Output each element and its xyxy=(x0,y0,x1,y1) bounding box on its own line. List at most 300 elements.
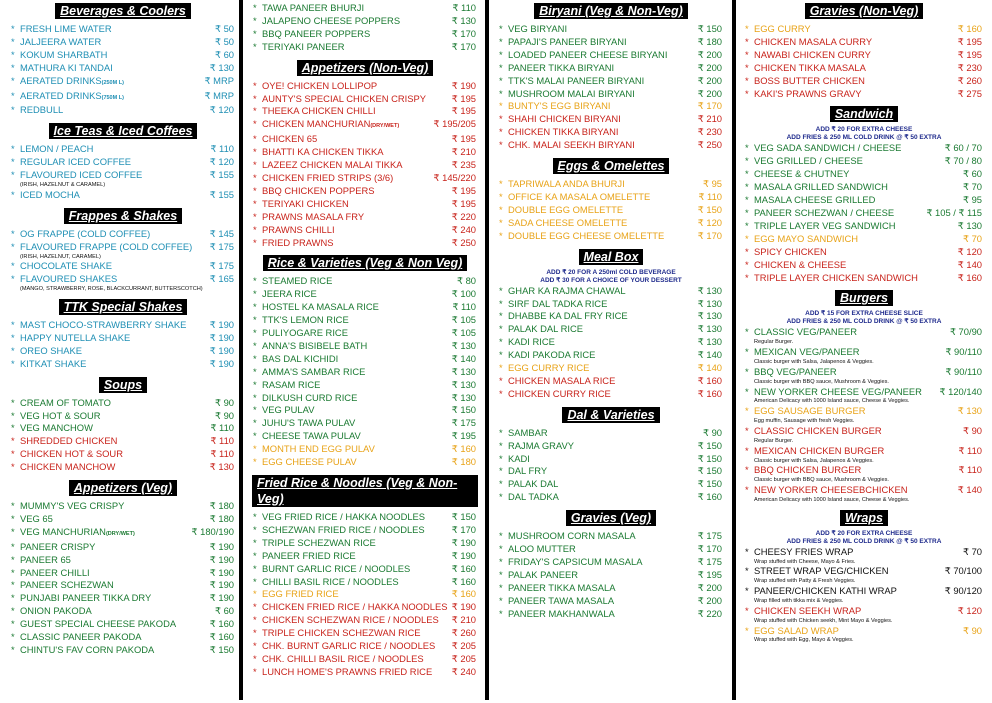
bullet-icon: * xyxy=(745,168,749,180)
bullet-icon: * xyxy=(253,327,257,339)
item-name: CHOCOLATE SHAKE xyxy=(20,260,113,272)
item-name: BBQ CHICKEN BURGER xyxy=(754,464,862,476)
item-price: ₹ 70 xyxy=(963,232,982,244)
menu-item xyxy=(10,23,236,36)
bullet-icon: * xyxy=(745,61,749,73)
bullet-icon: * xyxy=(11,566,15,578)
section-note: ADD FRIES & 250 ML COLD DRINK @ ₹ 50 EXTRA xyxy=(786,537,942,545)
item-price: ₹ 190 xyxy=(209,540,234,552)
bullet-icon: * xyxy=(11,169,15,181)
item-name: CHEESE & CHUTNEY xyxy=(754,168,850,180)
item-name: KAKI'S PRAWNS GRAVY xyxy=(754,87,862,99)
item-description: Wrap stuffed with Chicken seekh, Mint Mayo & Veggies. xyxy=(754,617,893,624)
bullet-icon: * xyxy=(11,143,15,155)
menu-item xyxy=(252,576,478,589)
bullet-icon: * xyxy=(745,219,749,231)
section-note: ADD FRIES & 250 ML COLD DRINK @ ₹ 50 EXTRA xyxy=(786,134,942,142)
bullet-icon: * xyxy=(11,61,15,73)
section-title: Appetizers (Non-Veg) xyxy=(297,60,434,76)
menu-item xyxy=(498,88,724,101)
item-price: ₹ 195/205 xyxy=(433,118,476,130)
menu-section-sandwich xyxy=(744,106,984,284)
menu-item xyxy=(498,453,724,466)
item-price: ₹ 110 xyxy=(210,422,234,434)
menu-item xyxy=(252,614,478,627)
menu-item xyxy=(498,336,724,349)
item-price: ₹ 250 xyxy=(451,236,476,248)
item-price: ₹ 130 xyxy=(451,14,476,26)
bullet-icon: * xyxy=(11,23,15,34)
bullet-icon: * xyxy=(499,74,503,86)
bullet-icon: * xyxy=(499,35,503,47)
menu-item xyxy=(10,461,236,474)
item-price: ₹ 200 xyxy=(697,87,722,99)
item-price: ₹ 150 xyxy=(451,511,476,522)
item-name: CLASSIC VEG/PANEER xyxy=(754,326,857,338)
menu-item xyxy=(252,653,478,666)
item-price: ₹ 200 xyxy=(697,74,722,86)
menu-item xyxy=(252,550,478,563)
item-price: ₹ 50 xyxy=(215,35,234,47)
item-name: PANEER MAKHANWALA xyxy=(508,607,615,619)
menu-item xyxy=(498,530,724,543)
item-price: ₹ 205 xyxy=(451,652,476,664)
item-name: PANEER TIKKA MASALA xyxy=(508,581,616,593)
bullet-icon: * xyxy=(253,652,257,664)
item-description: Classic burger with Salsa, Jalapenos & Veggies. xyxy=(754,457,874,464)
item-name: LAZEEZ CHICKEN MALAI TIKKA xyxy=(262,159,403,171)
menu-item xyxy=(10,644,236,657)
item-price: ₹ 195 xyxy=(957,35,982,47)
bullet-icon: * xyxy=(499,362,503,374)
bullet-icon: * xyxy=(253,118,257,130)
item-price: ₹ 195 xyxy=(697,568,722,580)
item-price: ₹ 120 xyxy=(209,156,234,168)
item-name: STEAMED RICE xyxy=(262,275,333,287)
item-name: OYE! CHICKEN LOLLIPOP xyxy=(262,79,378,91)
item-name: BAS DAL KICHIDI xyxy=(262,352,339,364)
item-name: VEG BIRYANI xyxy=(508,23,568,34)
item-name: CREAM OF TOMATO xyxy=(20,396,111,408)
menu-section-biryani-veg-non-veg xyxy=(498,3,724,152)
menu-item xyxy=(498,440,724,453)
section-title: Beverages & Coolers xyxy=(55,3,191,19)
bullet-icon: * xyxy=(499,323,503,335)
menu-item xyxy=(252,340,478,353)
menu-item xyxy=(498,204,724,217)
bullet-icon: * xyxy=(11,156,15,168)
item-name: CHEESE TAWA PULAV xyxy=(262,430,361,442)
item-name: PAPAJI'S PANEER BIRYANI xyxy=(508,35,627,47)
bullet-icon: * xyxy=(253,2,257,13)
item-price: ₹ 140 xyxy=(697,362,722,374)
item-price: ₹ 190 xyxy=(451,549,476,561)
menu-item xyxy=(744,565,984,578)
menu-item xyxy=(252,15,478,28)
bullet-icon: * xyxy=(253,133,257,145)
menu-column-4 xyxy=(744,3,984,703)
section-title: Sandwich xyxy=(830,106,898,122)
item-price: ₹ 110 xyxy=(210,448,234,460)
item-name: BBQ CHICKEN POPPERS xyxy=(262,184,375,196)
bullet-icon: * xyxy=(745,365,749,377)
item-name: PANEER FRIED RICE xyxy=(262,549,356,561)
item-name: DILKUSH CURD RICE xyxy=(262,391,358,403)
bullet-icon: * xyxy=(745,87,749,99)
menu-item xyxy=(252,198,478,211)
menu-section-ttk-special-shakes xyxy=(10,299,236,371)
menu-item xyxy=(498,230,724,243)
item-name: TTK'S MALAI PANEER BIRYANI xyxy=(508,74,645,86)
item-name: KADI xyxy=(508,452,530,464)
section-note: ADD ₹ 15 FOR EXTRA CHEESE SLICE xyxy=(805,310,923,318)
bullet-icon: * xyxy=(11,644,15,656)
item-price: ₹ 180 xyxy=(209,512,234,524)
item-name: JALAPENO CHEESE POPPERS xyxy=(262,14,401,26)
bullet-icon: * xyxy=(253,640,257,652)
menu-section-burgers xyxy=(744,290,984,503)
bullet-icon: * xyxy=(253,601,257,613)
bullet-icon: * xyxy=(11,618,15,630)
menu-item xyxy=(252,2,478,15)
item-name: JALJEERA WATER xyxy=(20,35,102,47)
bullet-icon: * xyxy=(253,588,257,600)
item-name: HOSTEL KA MASALA RICE xyxy=(262,301,379,313)
item-description: Wrap stuffed with Egg, Mayo & Veggies. xyxy=(754,637,854,644)
item-name: PANEER CRISPY xyxy=(20,540,96,552)
item-name: CHICKEN MANCHOW xyxy=(20,461,116,473)
item-price: ₹ 190 xyxy=(451,79,476,91)
item-name: DAL TADKA xyxy=(508,491,559,503)
item-price: ₹ 160 xyxy=(451,588,476,600)
bullet-icon: * xyxy=(11,227,15,239)
item-price: ₹ 140 xyxy=(957,258,982,270)
item-description: Classic burger with Salsa, Jalapenos & Veggies. xyxy=(754,359,874,366)
bullet-icon: * xyxy=(499,491,503,503)
menu-section-wraps xyxy=(744,510,984,645)
menu-item xyxy=(498,75,724,88)
bullet-icon: * xyxy=(253,391,257,403)
item-price: ₹ 70/100 xyxy=(944,565,982,577)
item-name: CHK. CHILLI BASIL RICE / NOODLES xyxy=(262,652,424,664)
item-name: CHICKEN MASALA CURRY xyxy=(754,35,873,47)
bullet-icon: * xyxy=(499,284,503,296)
column-divider xyxy=(485,0,489,700)
bullet-icon: * xyxy=(253,92,257,104)
section-note: ADD ₹ 20 FOR EXTRA CHEESE xyxy=(815,126,913,134)
menu-item xyxy=(10,513,236,526)
menu-item xyxy=(252,524,478,537)
bullet-icon: * xyxy=(11,422,15,434)
item-price: ₹ 190 xyxy=(209,357,234,369)
item-price: ₹ 160 xyxy=(451,575,476,587)
menu-item xyxy=(252,640,478,653)
item-price: ₹ 190 xyxy=(209,553,234,565)
item-price: ₹ 70 xyxy=(963,545,982,557)
item-name: BHATTI KA CHICKEN TIKKA xyxy=(262,146,384,158)
bullet-icon: * xyxy=(745,271,749,283)
menu-item xyxy=(252,588,478,601)
item-name: BUNTY'S EGG BIRYANI xyxy=(508,100,611,112)
item-price: ₹ 195 xyxy=(451,105,476,117)
item-name: FRIDAY'S CAPSICUM MASALA xyxy=(508,556,643,567)
menu-item xyxy=(252,105,478,118)
bullet-icon: * xyxy=(253,614,257,626)
menu-item xyxy=(252,366,478,379)
menu-item xyxy=(252,327,478,340)
item-price: ₹ 130 xyxy=(697,336,722,348)
item-name: MUMMY'S VEG CRISPY xyxy=(20,500,125,512)
item-price: ₹ 130 xyxy=(957,219,982,231)
bullet-icon: * xyxy=(499,229,503,241)
bullet-icon: * xyxy=(11,409,15,421)
item-name: TRIPLE LAYER VEG SANDWICH xyxy=(754,219,896,231)
bullet-icon: * xyxy=(253,105,257,117)
item-name: DAL FRY xyxy=(508,465,548,477)
item-price: ₹ 90 xyxy=(703,426,722,438)
item-name: ONION PAKODA xyxy=(20,605,92,617)
item-name: AERATED DRINKS xyxy=(20,89,102,101)
section-note: ADD ₹ 20 FOR EXTRA CHEESE xyxy=(815,529,913,537)
item-price: ₹ 140 xyxy=(697,349,722,361)
menu-item xyxy=(498,139,724,152)
item-name: CHICKEN FRIED STRIPS (3/6) xyxy=(262,171,394,183)
menu-item xyxy=(744,62,984,75)
item-name: EGG CURRY RICE xyxy=(508,362,590,374)
bullet-icon: * xyxy=(745,23,749,34)
item-price: ₹ 150 xyxy=(697,439,722,451)
item-name: CLASSIC CHICKEN BURGER xyxy=(754,424,882,436)
column-divider xyxy=(239,0,243,700)
item-price: ₹ 110 xyxy=(210,143,234,155)
item-name: MEXICAN VEG/PANEER xyxy=(754,346,860,358)
menu-section-dal-varieties xyxy=(498,407,724,504)
item-price: ₹ 110 xyxy=(958,444,982,456)
item-price: ₹ 190 xyxy=(209,566,234,578)
bullet-icon: * xyxy=(499,297,503,309)
menu-item xyxy=(498,113,724,126)
bullet-icon: * xyxy=(253,79,257,91)
menu-item xyxy=(252,146,478,159)
menu-item xyxy=(744,155,984,168)
bullet-icon: * xyxy=(253,562,257,574)
item-description: American Delicacy with 1000 Island sauce, Cheese & Veggies. xyxy=(754,496,910,503)
item-price: ₹ 210 xyxy=(451,146,476,158)
section-title: Fried Rice & Noodles (Veg & Non-Veg) xyxy=(252,475,478,507)
item-name: OREO SHAKE xyxy=(20,344,82,356)
menu-section-appetizers-non-veg xyxy=(252,60,478,250)
item-price: ₹ 70 / 80 xyxy=(944,155,982,167)
item-price: ₹ 235 xyxy=(451,159,476,171)
bullet-icon: * xyxy=(11,104,15,116)
menu-item xyxy=(744,625,984,638)
menu-item xyxy=(252,666,478,679)
menu-item xyxy=(744,233,984,246)
bullet-icon: * xyxy=(253,417,257,429)
item-price: ₹ 110 xyxy=(452,2,476,13)
bullet-icon: * xyxy=(499,48,503,60)
section-title: Soups xyxy=(99,377,147,393)
bullet-icon: * xyxy=(253,443,257,455)
menu-item xyxy=(252,430,478,443)
bullet-icon: * xyxy=(745,405,749,417)
bullet-icon: * xyxy=(253,146,257,158)
bullet-icon: * xyxy=(499,190,503,202)
menu-item xyxy=(252,392,478,405)
item-price: ₹ 195 xyxy=(451,184,476,196)
item-price: ₹ MRP xyxy=(204,74,234,86)
item-name: FRIED PRAWNS xyxy=(262,236,334,248)
item-price: ₹ 175 xyxy=(451,417,476,429)
bullet-icon: * xyxy=(499,439,503,451)
item-name: PANEER TAWA MASALA xyxy=(508,594,615,606)
menu-item xyxy=(498,375,724,388)
item-price: ₹ 175 xyxy=(697,530,722,542)
item-price: ₹ 190 xyxy=(209,318,234,330)
item-price: ₹ 250 xyxy=(697,139,722,151)
bullet-icon: * xyxy=(253,456,257,468)
menu-item xyxy=(498,569,724,582)
bullet-icon: * xyxy=(745,444,749,456)
item-name: DOUBLE EGG OMELETTE xyxy=(508,203,624,215)
menu-item xyxy=(10,631,236,644)
menu-item xyxy=(498,217,724,230)
bullet-icon: * xyxy=(745,424,749,436)
bullet-icon: * xyxy=(499,23,503,34)
item-name: OG FRAPPE (COLD COFFEE) xyxy=(20,227,151,239)
item-name: TAPRIWALA ANDA BHURJI xyxy=(508,178,625,190)
menu-section-frappes-shakes xyxy=(10,208,236,293)
bullet-icon: * xyxy=(745,35,749,47)
item-price: ₹ 175 xyxy=(209,260,234,272)
item-price: ₹ MRP xyxy=(204,89,234,101)
bullet-icon: * xyxy=(11,344,15,356)
item-name: CHINTU'S FAV CORN PAKODA xyxy=(20,644,155,656)
section-title: Meal Box xyxy=(579,249,644,265)
menu-section-fried-rice-noodles-veg-non-veg xyxy=(252,475,478,679)
item-price: ₹ 60 xyxy=(215,605,234,617)
item-price: ₹ 195 xyxy=(451,430,476,442)
item-name: SIRF DAL TADKA RICE xyxy=(508,297,608,309)
item-description: Wrap filled with tikka mix & Veggies. xyxy=(754,598,844,605)
menu-item xyxy=(252,237,478,250)
menu-item xyxy=(498,388,724,401)
menu-item xyxy=(10,358,236,371)
section-title: Gravies (Non-Veg) xyxy=(805,3,924,19)
item-name: ANNA'S BISIBELE BATH xyxy=(262,339,368,351)
item-name: TERIYAKI PANEER xyxy=(262,40,345,52)
menu-item xyxy=(252,627,478,640)
item-name: PALAK DAL xyxy=(508,478,559,490)
bullet-icon: * xyxy=(499,426,503,438)
item-description: Classic burger with BBQ sauce, Mushroom & Veggies. xyxy=(754,378,889,385)
menu-item xyxy=(10,169,236,182)
item-name: PALAK DAL RICE xyxy=(508,323,584,335)
item-price: ₹ 145 xyxy=(209,227,234,239)
bullet-icon: * xyxy=(499,87,503,99)
bullet-icon: * xyxy=(499,568,503,580)
item-name: JEERA RICE xyxy=(262,288,317,300)
bullet-icon: * xyxy=(499,607,503,619)
menu-item xyxy=(252,159,478,172)
menu-item xyxy=(744,585,984,598)
menu-item xyxy=(10,260,236,273)
bullet-icon: * xyxy=(11,512,15,524)
bullet-icon: * xyxy=(745,181,749,193)
bullet-icon: * xyxy=(11,553,15,565)
item-description: American Delicacy with 1000 Island sauce, Cheese & Veggies. xyxy=(754,398,910,405)
bullet-icon: * xyxy=(253,430,257,442)
menu-column-2 xyxy=(252,2,478,702)
menu-item xyxy=(498,23,724,36)
item-price: ₹ 260 xyxy=(957,74,982,86)
bullet-icon: * xyxy=(11,461,15,473)
menu-item xyxy=(498,36,724,49)
section-title: Burgers xyxy=(835,290,893,306)
item-name: MEXICAN CHICKEN BURGER xyxy=(754,444,885,456)
bullet-icon: * xyxy=(499,556,503,567)
bullet-icon: * xyxy=(745,585,749,597)
bullet-icon: * xyxy=(253,301,257,313)
item-price: ₹ 205 xyxy=(451,640,476,652)
section-title: TTK Special Shakes xyxy=(59,299,188,315)
item-description: Wrap stuffed with Patty & Fresh Veggies. xyxy=(754,578,856,585)
item-name: GHAR KA RAJMA CHAWAL xyxy=(508,284,626,296)
menu-item xyxy=(252,314,478,327)
bullet-icon: * xyxy=(11,500,15,512)
item-name: MAST CHOCO-STRAWBERRY SHAKE xyxy=(20,318,187,330)
bullet-icon: * xyxy=(11,448,15,460)
bullet-icon: * xyxy=(499,336,503,348)
menu-item xyxy=(10,62,236,75)
bullet-icon: * xyxy=(11,331,15,343)
item-description: (IRISH, HAZELNUT & CARAMEL) xyxy=(20,182,106,189)
item-name: FLAVOURED FRAPPE (COLD COFFEE) xyxy=(20,240,193,252)
item-price: ₹ 120 xyxy=(697,216,722,228)
menu-item xyxy=(252,133,478,146)
item-name: VEG FRIED RICE / HAKKA NOODLES xyxy=(262,511,426,522)
bullet-icon: * xyxy=(499,465,503,477)
menu-item xyxy=(10,104,236,117)
section-title: Appetizers (Veg) xyxy=(69,480,177,496)
section-title: Wraps xyxy=(840,510,888,526)
item-name: PANEER CHILLI xyxy=(20,566,90,578)
menu-item xyxy=(252,511,478,524)
bullet-icon: * xyxy=(253,536,257,548)
bullet-icon: * xyxy=(253,288,257,300)
item-price: ₹ 160 xyxy=(697,491,722,503)
item-price: ₹ 200 xyxy=(697,594,722,606)
item-name: CHICKEN FRIED RICE / HAKKA NOODLES xyxy=(262,601,448,613)
bullet-icon: * xyxy=(11,260,15,272)
menu-item xyxy=(744,246,984,259)
menu-item xyxy=(744,386,984,399)
menu-item xyxy=(252,301,478,314)
item-name: KADI RICE xyxy=(508,336,555,348)
item-description: Classic burger with BBQ sauce, Mushroom & Veggies. xyxy=(754,477,889,484)
menu-item xyxy=(744,142,984,155)
item-name: EGG SALAD WRAP xyxy=(754,624,839,636)
item-name: SADA CHEESE OMELETTE xyxy=(508,216,628,228)
column-divider xyxy=(732,0,736,700)
item-price: ₹ 105 / ₹ 115 xyxy=(926,206,982,218)
item-name: FLAVOURED SHAKES xyxy=(20,273,118,285)
menu-item xyxy=(744,49,984,62)
item-price: ₹ 150 xyxy=(209,644,234,656)
menu-item xyxy=(498,491,724,504)
item-price: ₹ 275 xyxy=(957,87,982,99)
item-name: PANEER TIKKA BIRYANI xyxy=(508,61,615,73)
